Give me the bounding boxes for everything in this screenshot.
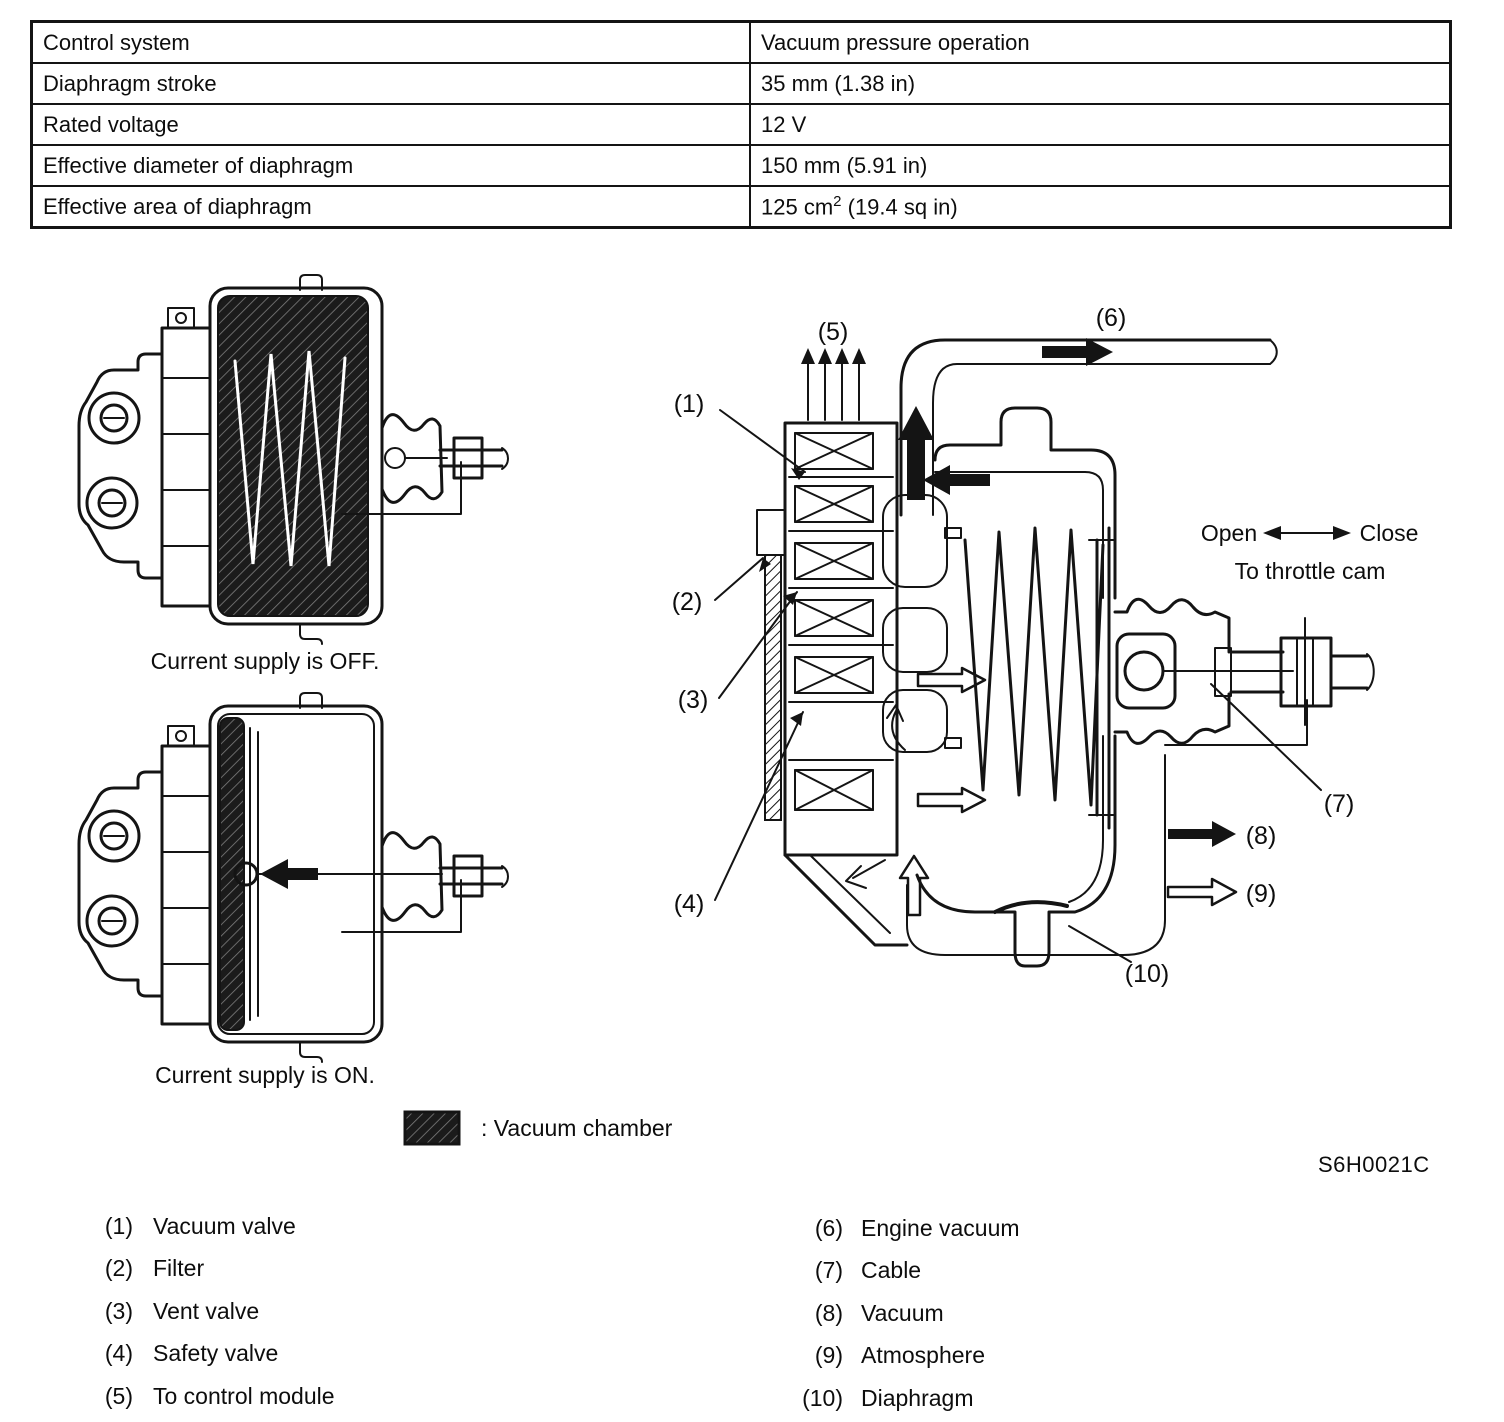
actuator-rod bbox=[342, 856, 508, 932]
actuator-body bbox=[162, 308, 210, 606]
vacuum-chamber-swatch bbox=[403, 1110, 461, 1146]
part-number: (9) bbox=[814, 1342, 843, 1369]
callout-10: (10) bbox=[1124, 960, 1170, 988]
parts-list-item bbox=[785, 1207, 1020, 1250]
off-caption: Current supply is OFF. bbox=[150, 648, 380, 674]
throttle-cam-label: To throttle cam bbox=[1234, 558, 1386, 584]
actuator-body bbox=[162, 726, 210, 1024]
spec-label: Control system bbox=[32, 22, 751, 64]
parts-list-item bbox=[785, 1377, 1020, 1420]
spec-row bbox=[32, 22, 1451, 64]
atmosphere-key-arrow bbox=[1168, 879, 1236, 905]
bracket-boss bbox=[87, 896, 137, 946]
spec-value: 12 V bbox=[750, 104, 1451, 145]
spec-value: 150 mm (5.91 in) bbox=[750, 145, 1451, 186]
part-number: (6) bbox=[814, 1214, 843, 1241]
spec-row bbox=[32, 104, 1451, 145]
parts-list-item bbox=[785, 1335, 1020, 1378]
callout-3: (3) bbox=[677, 686, 709, 714]
atmosphere-arrow bbox=[918, 788, 985, 812]
part-name: Vent valve bbox=[153, 1297, 260, 1324]
canister bbox=[210, 275, 382, 644]
callout-1: (1) bbox=[673, 390, 705, 418]
parts-list-item bbox=[85, 1248, 335, 1291]
callout-2: (2) bbox=[671, 588, 703, 616]
bracket-boss bbox=[89, 393, 139, 443]
part-number: (10) bbox=[802, 1384, 843, 1411]
spec-value: 125 $cm^2$ (19.4 sq in) bbox=[750, 186, 1451, 228]
part-name: Filter bbox=[153, 1255, 205, 1282]
parts-list-item bbox=[785, 1250, 1020, 1293]
callout-4: (4) bbox=[673, 890, 705, 918]
vacuum-up-arrow bbox=[898, 406, 934, 500]
part-name: Engine vacuum bbox=[861, 1214, 1020, 1241]
parts-list-left bbox=[85, 1205, 335, 1418]
vacuum-chamber-legend-label: : Vacuum chamber bbox=[481, 1114, 673, 1141]
spec-label: Diaphragm stroke bbox=[32, 63, 751, 104]
callout-9: (9) bbox=[1245, 880, 1277, 908]
air-channels bbox=[883, 495, 947, 752]
callout-8: (8) bbox=[1245, 822, 1277, 850]
bellows bbox=[382, 833, 442, 921]
throttle-direction bbox=[1201, 520, 1419, 584]
spec-value: Vacuum pressure operation bbox=[750, 22, 1451, 64]
part-number: (2) bbox=[104, 1255, 133, 1282]
actuator-off-figure bbox=[50, 266, 520, 650]
on-caption: Current supply is ON. bbox=[155, 1062, 375, 1088]
vacuum-chamber-legend bbox=[403, 1110, 672, 1146]
arrow-key bbox=[1168, 821, 1276, 908]
solenoid-valve-block bbox=[757, 423, 907, 945]
spec-label: Rated voltage bbox=[32, 104, 751, 145]
part-name: Safety valve bbox=[153, 1340, 279, 1367]
part-name: Cable bbox=[861, 1257, 922, 1284]
mounting-bracket bbox=[79, 354, 162, 578]
parts-list-item bbox=[85, 1333, 335, 1376]
vacuum-chamber-collapsed bbox=[220, 718, 244, 1030]
rod-nut bbox=[454, 856, 482, 896]
bracket-boss bbox=[87, 478, 137, 528]
vacuum-key-arrow bbox=[1168, 821, 1236, 847]
parts-list-item bbox=[85, 1205, 335, 1248]
vacuum-flow-arrow bbox=[1042, 338, 1113, 366]
rod-nut bbox=[454, 438, 482, 478]
filter-strip bbox=[765, 555, 781, 820]
mounting-bracket bbox=[79, 772, 162, 996]
callout-5: (5) bbox=[817, 318, 849, 346]
parts-list-item bbox=[785, 1292, 1020, 1335]
control-module-arrows bbox=[801, 348, 866, 420]
cross-section-figure bbox=[645, 300, 1480, 1000]
spec-label: Effective diameter of diaphragm bbox=[32, 145, 751, 186]
parts-list-item bbox=[85, 1375, 335, 1418]
spec-label: Effective area of diaphragm bbox=[32, 186, 751, 228]
spec-row bbox=[32, 186, 1451, 228]
part-number: (8) bbox=[814, 1299, 843, 1326]
callout-7: (7) bbox=[1323, 790, 1355, 818]
part-name: Vacuum bbox=[861, 1299, 944, 1326]
atmosphere-up-arrow bbox=[900, 856, 928, 915]
spec-value: 35 mm (1.38 in) bbox=[750, 63, 1451, 104]
return-spring bbox=[945, 528, 1103, 805]
actuator-on-figure bbox=[50, 688, 520, 1064]
spec-row bbox=[32, 145, 1451, 186]
spec-row bbox=[32, 63, 1451, 104]
part-number: (3) bbox=[104, 1297, 133, 1324]
part-name: Diaphragm bbox=[861, 1384, 974, 1411]
parts-list-item bbox=[85, 1290, 335, 1333]
part-name: Atmosphere bbox=[861, 1342, 986, 1369]
vacuum-chamber-full bbox=[218, 296, 368, 616]
part-name: Vacuum valve bbox=[153, 1212, 296, 1239]
valve-coil-stack bbox=[795, 433, 873, 810]
engine-vacuum-pipe bbox=[898, 338, 1277, 515]
figure-code: S6H0021C bbox=[1318, 1152, 1430, 1177]
valve-plates bbox=[789, 477, 893, 760]
part-name: To control module bbox=[153, 1382, 335, 1409]
bracket-boss bbox=[89, 811, 139, 861]
open-label: Open bbox=[1200, 520, 1258, 546]
spec-table bbox=[30, 20, 1452, 229]
part-number: (7) bbox=[814, 1257, 843, 1284]
part-number: (1) bbox=[104, 1212, 133, 1239]
parts-list-right bbox=[785, 1207, 1020, 1420]
part-number: (4) bbox=[104, 1340, 133, 1367]
close-label: Close bbox=[1359, 520, 1419, 546]
superscript: 2 bbox=[833, 192, 842, 210]
part-number: (5) bbox=[104, 1382, 133, 1409]
callout-6: (6) bbox=[1095, 304, 1127, 332]
rod-pull-arrow bbox=[235, 859, 442, 889]
